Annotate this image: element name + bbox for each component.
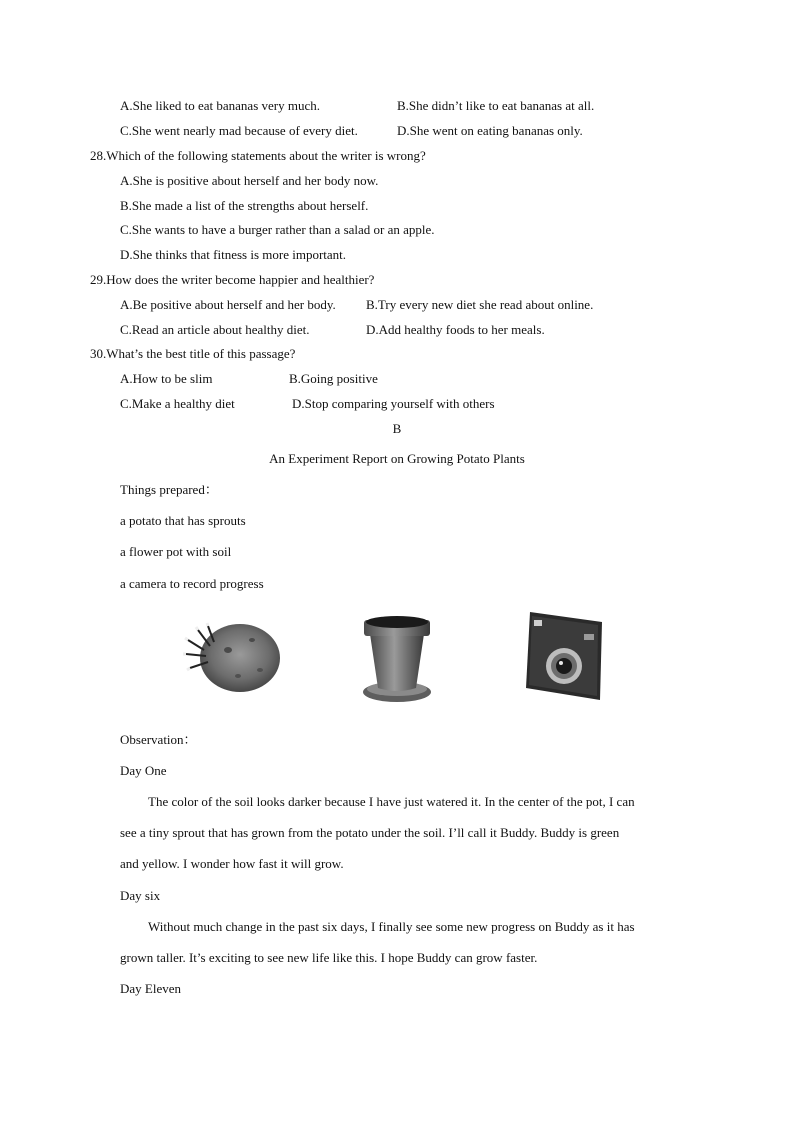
day-one-line-3: and yellow. I wonder how fast it will grow. — [120, 856, 344, 871]
q30-option-d: D.Stop comparing yourself with others — [292, 396, 495, 411]
q28-option-c: C.She wants to have a burger rather than a salad or an apple. — [120, 222, 435, 237]
potato-image — [180, 610, 285, 700]
section-title: An Experiment Report on Growing Potato Plants — [269, 451, 525, 466]
q30-option-b: B.Going positive — [289, 371, 378, 386]
q29-option-c: C.Read an article about healthy diet. — [120, 322, 310, 337]
day-six-line-2: grown taller. It’s exciting to see new life like this. I hope Buddy can grow faster. — [120, 950, 538, 965]
q28-option-a: A.She is positive about herself and her body now. — [120, 173, 379, 188]
q28-stem: 28.Which of the following statements about the writer is wrong? — [90, 148, 426, 163]
q29-option-d: D.Add healthy foods to her meals. — [366, 322, 545, 337]
day-one-label: Day One — [120, 763, 167, 778]
prepared-heading: Things prepared： — [120, 482, 218, 497]
q29-option-a: A.Be positive about herself and her body. — [120, 297, 336, 312]
q27-option-a: A.She liked to eat bananas very much. — [120, 98, 320, 113]
q28-option-b: B.She made a list of the strengths about herself. — [120, 198, 369, 213]
day-six-label: Day six — [120, 888, 161, 903]
q29-option-b: B.Try every new diet she read about online. — [366, 297, 594, 312]
q27-option-b: B.She didn’t like to eat bananas at all. — [397, 98, 595, 113]
q30-option-a: A.How to be slim — [120, 371, 213, 386]
camera-image — [520, 608, 608, 702]
q27-option-d: D.She went on eating bananas only. — [397, 123, 583, 138]
flower-pot-image — [360, 612, 435, 704]
q29-stem: 29.How does the writer become happier and healthier? — [90, 272, 375, 287]
day-one-line-2: see a tiny sprout that has grown from the potato under the soil. I’ll call it Buddy. Buddy is green — [120, 825, 620, 840]
q27-option-c: C.She went nearly mad because of every diet. — [120, 123, 358, 138]
day-eleven-label: Day Eleven — [120, 981, 182, 996]
prepared-item-potato: a potato that has sprouts — [120, 513, 246, 528]
prepared-item-pot: a flower pot with soil — [120, 544, 232, 559]
day-six-line-1: Without much change in the past six days, I finally see some new progress on Buddy as it has — [148, 919, 635, 934]
observation-heading: Observation： — [120, 732, 197, 747]
day-one-line-1: The color of the soil looks darker because I have just watered it. In the center of the pot, I can — [148, 794, 635, 809]
q30-option-c: C.Make a healthy diet — [120, 396, 235, 411]
q30-stem: 30.What’s the best title of this passage? — [90, 346, 296, 361]
q28-option-d: D.She thinks that fitness is more important. — [120, 247, 347, 262]
section-letter: B — [392, 421, 402, 436]
prepared-item-camera: a camera to record progress — [120, 576, 264, 591]
